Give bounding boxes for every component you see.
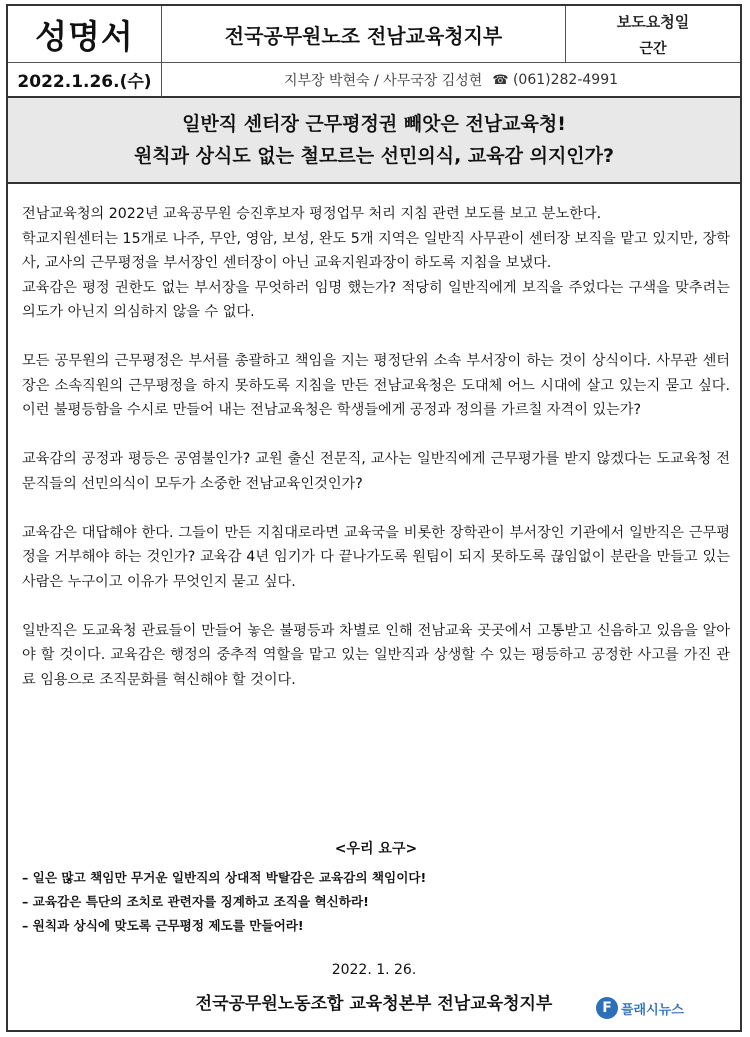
embargo-label: 보도요청일: [616, 12, 690, 31]
paragraph-6: 교육감은 대답해야 한다. 그들이 만든 지침대로라면 교육국을 비롯한 장학관이 부서장인 기관에서 일반직은 근무평정을 거부해야 하는 것인가? 교육감 4년 임기가 다 끝나가도록 원팀이 되지 못하도록 끊임없이 분란을 만들고 있는 사람은 누구이고 이유가 무엇인지 묻고 싶다.: [22, 524, 730, 590]
paragraph-4: 모든 공무원의 근무평정은 부서를 총괄하고 책임을 지는 평정단위 소속 부서장이 하는 것이 상식이다. 사무관 센터장은 소속직원의 근무평정을 하지 못하도록 지침을 만든 전남교육청은 도대체 어느 시대에 살고 있는지 묻고 싶다. 이런 불평등함을 수시로 만들어 내는 전남교육청은 학생들에게 공정과 정의를 가르칠 자격이 있는가?: [22, 353, 730, 418]
demand-item: – 교육감은 특단의 조치로 관련자를 징계하고 조직을 혁신하라!: [22, 894, 369, 909]
paragraph-1: 전남교육청의 2022년 교육공무원 승진후보자 평정업무 처리 지침 관련 보도를 보고 분노한다.: [22, 206, 602, 222]
demands-section: [22, 838, 730, 938]
union-name: 전국공무원노조 전남교육청지부: [224, 23, 503, 48]
phone-line: [492, 72, 618, 88]
embargo-cell: [566, 6, 740, 63]
paragraph-7: 일반직은 도교육청 관료들이 만들어 놓은 불평등과 차별로 인해 전남교육 곳곳에서 고통받고 신음하고 있음을 알아야 할 것이다. 교육감은 행정의 중추적 역할을 맡고 있는 일반직과 상생할 수 있는 평등하고 공정한 사고를 가진 관료 임용으로 조직문화를 혁신해야 할 것이다.: [22, 622, 730, 688]
demand-item: – 일은 많고 책임만 무거운 일반직의 상대적 박탈감은 교육감의 책임이다!: [22, 870, 427, 885]
embargo-value: 근간: [639, 40, 667, 57]
doc-date: 2022.1.26.(수): [17, 72, 152, 92]
headline-line-2: 원칙과 상식도 없는 철모르는 선민의식, 교육감 의지인가?: [133, 145, 615, 167]
headline: [8, 98, 740, 184]
phone-icon: ☎: [492, 72, 509, 88]
statement-body: [22, 202, 730, 717]
paragraph-3: 교육감은 평정 권한도 없는 부서장을 무엇하러 임명 했는가? 적당히 일반직에게 보직을 주었다는 구색을 맞추려는 의도가 아닌지 의심하지 않을 수 없다.: [22, 279, 730, 320]
paragraph-5: 교육감의 공정과 평등은 공염불인가? 교원 출신 전문직, 교사는 일반직에게 근무평가를 받지 않겠다는 도교육청 전문직들의 선민의식이 모두가 소중한 전남교육인것인가?: [22, 451, 730, 492]
contact-names: 지부장 박현숙 / 사무국장 김성현: [283, 72, 483, 89]
doc-type-cell: [8, 6, 162, 63]
statement-document: [6, 4, 742, 1032]
signature-org: 전국공무원노동조합 교육청본부 전남교육청지부: [195, 994, 553, 1014]
doc-type: 성명서: [35, 16, 134, 56]
logo-mark-icon: F: [596, 997, 618, 1019]
phone-number: (061)282-4991: [512, 71, 619, 88]
header-table: [8, 6, 740, 98]
flashnews-logo: [596, 997, 684, 1019]
demands-title: <우리 요구>: [334, 841, 418, 857]
union-name-cell: [162, 6, 566, 63]
contact-cell: [162, 63, 740, 98]
date-cell: [8, 63, 162, 98]
signature-date: 2022. 1. 26.: [331, 962, 417, 978]
paragraph-2: 학교지원센터는 15개로 나주, 무안, 영암, 보성, 완도 5개 지역은 일반직 사무관이 센터장 보직을 맡고 있지만, 장학사, 교사의 근무평정을 부서장인 센터장이 아닌 교육지원과장이 하도록 지침을 보냈다.: [22, 230, 730, 271]
logo-text: 플래시뉴스: [621, 1002, 684, 1018]
demand-item: – 원칙과 상식에 맞도록 근무평정 제도를 만들어라!: [22, 918, 304, 933]
headline-line-1: 일반직 센터장 근무평정권 빼앗은 전남교육청!: [182, 113, 566, 135]
